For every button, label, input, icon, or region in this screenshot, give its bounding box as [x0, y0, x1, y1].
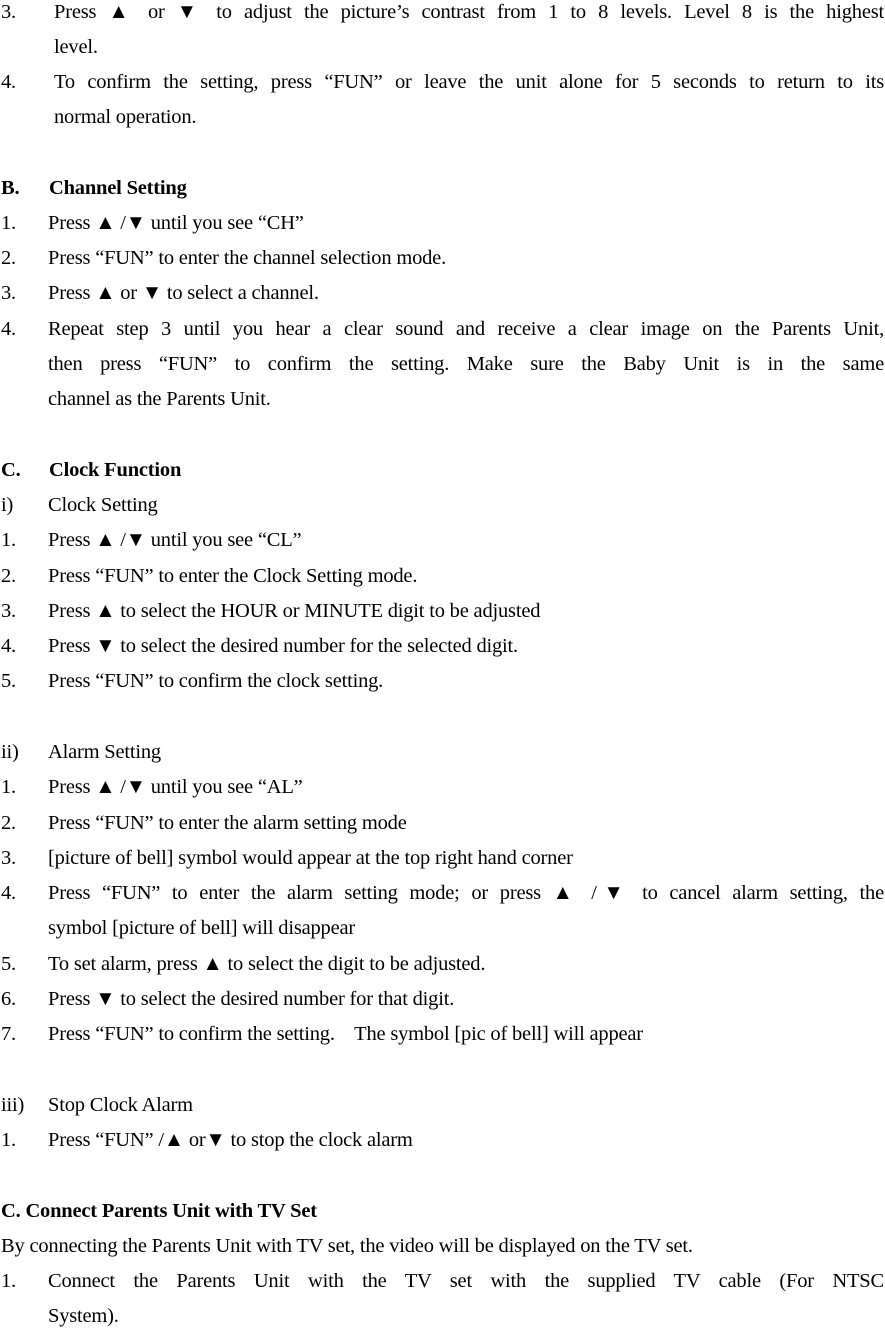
item-text: To confirm the setting, press “FUN” or leave the unit alone for 5 seconds to return to its — [54, 71, 884, 93]
section-title: Clock Function — [49, 459, 182, 481]
list-item — [0, 881, 885, 905]
list-item — [0, 211, 885, 235]
item-number: 1. — [1, 529, 16, 551]
item-number: 3. — [1, 600, 16, 622]
item-number: 2. — [1, 565, 16, 587]
item-number: 2. — [1, 247, 16, 269]
item-number: 4. — [1, 635, 16, 657]
paragraph-text: By connecting the Parents Unit with TV set, the video will be displayed on the TV set. — [1, 1235, 693, 1257]
list-item-continuation — [0, 916, 885, 940]
item-number: 4. — [1, 71, 16, 93]
item-text: Press ▼ to select the desired number for that digit. — [48, 988, 455, 1010]
item-text: symbol [picture of bell] will disappear — [48, 917, 356, 939]
list-item — [0, 669, 885, 693]
item-text: Press “FUN” to enter the Clock Setting mode. — [48, 565, 418, 587]
item-text: Press ▲ to select the HOUR or MINUTE digit to be adjusted — [48, 600, 541, 622]
item-number: 4. — [1, 882, 16, 904]
item-text: Press ▲ or ▼ to select a channel. — [48, 282, 319, 304]
subsection-heading — [0, 1093, 885, 1117]
list-item — [0, 70, 885, 94]
list-item — [0, 634, 885, 658]
section-heading — [0, 1199, 885, 1223]
subsection-number: iii) — [1, 1094, 25, 1116]
item-text: Press “FUN” to enter the channel selection mode. — [48, 247, 446, 269]
list-item — [0, 775, 885, 799]
item-text: Press “FUN” to confirm the clock setting. — [48, 670, 384, 692]
list-item — [0, 811, 885, 835]
list-item — [0, 987, 885, 1011]
item-text: normal operation. — [54, 106, 197, 128]
subsection-title: Alarm Setting — [48, 741, 161, 763]
section-heading — [0, 176, 885, 200]
list-item — [0, 246, 885, 270]
subsection-title: Stop Clock Alarm — [48, 1094, 193, 1116]
list-item — [0, 281, 885, 305]
item-number: 3. — [1, 1, 16, 23]
item-number: 7. — [1, 1023, 16, 1045]
item-text: Press ▼ to select the desired number for the selected digit. — [48, 635, 518, 657]
item-number: 5. — [1, 953, 16, 975]
list-item — [0, 528, 885, 552]
item-number: 6. — [1, 988, 16, 1010]
item-text: Press ▲ /▼ until you see “CL” — [48, 529, 302, 551]
item-number: 1. — [1, 212, 16, 234]
item-text: Press “FUN” to enter the alarm setting mode — [48, 812, 407, 834]
list-item-continuation — [0, 1304, 885, 1328]
item-text: [picture of bell] symbol would appear at the top right hand corner — [48, 847, 573, 869]
list-item — [0, 599, 885, 623]
list-item-continuation — [0, 352, 885, 376]
item-text: System). — [48, 1305, 119, 1327]
list-item — [0, 1269, 885, 1293]
item-text: Press “FUN” to confirm the setting. The symbol [pic of bell] will appear — [48, 1023, 643, 1045]
section-heading — [0, 458, 885, 482]
item-text: Press ▲ or ▼ to adjust the picture’s contrast from 1 to 8 levels. Level 8 is the highest — [54, 1, 884, 23]
item-number: 1. — [1, 1129, 16, 1151]
item-number: 3. — [1, 847, 16, 869]
list-item — [0, 952, 885, 976]
list-item — [0, 1022, 885, 1046]
list-item — [0, 846, 885, 870]
list-item — [0, 317, 885, 341]
item-text: level. — [54, 36, 98, 58]
section-title: C. Connect Parents Unit with TV Set — [1, 1200, 317, 1222]
item-number: 1. — [1, 776, 16, 798]
paragraph — [0, 1234, 885, 1258]
subsection-heading — [0, 493, 885, 517]
item-number: 2. — [1, 812, 16, 834]
subsection-number: i) — [1, 494, 14, 516]
item-text: channel as the Parents Unit. — [48, 388, 271, 410]
list-item — [0, 0, 885, 24]
list-item-continuation — [0, 105, 885, 129]
section-letter: C. — [1, 459, 21, 481]
item-text: Press ▲ /▼ until you see “CH” — [48, 212, 304, 234]
list-item-continuation — [0, 387, 885, 411]
item-text: Press ▲ /▼ until you see “AL” — [48, 776, 303, 798]
item-text: Repeat step 3 until you hear a clear sound and receive a clear image on the Parents Unit, — [48, 318, 884, 340]
item-text: Connect the Parents Unit with the TV set with the supplied TV cable (For NTSC — [48, 1270, 884, 1292]
list-item — [0, 564, 885, 588]
section-letter: B. — [1, 177, 20, 199]
item-text: then press “FUN” to confirm the setting. Make sure the Baby Unit is in the same — [48, 353, 884, 375]
list-item-continuation — [0, 35, 885, 59]
item-text: To set alarm, press ▲ to select the digit to be adjusted. — [48, 953, 486, 975]
item-number: 1. — [1, 1270, 16, 1292]
list-item — [0, 1128, 885, 1152]
item-number: 5. — [1, 670, 16, 692]
item-number: 3. — [1, 282, 16, 304]
section-title: Channel Setting — [49, 177, 187, 199]
item-number: 4. — [1, 318, 16, 340]
subsection-heading — [0, 740, 885, 764]
subsection-title: Clock Setting — [48, 494, 158, 516]
subsection-number: ii) — [1, 741, 19, 763]
item-text: Press “FUN” /▲ or▼ to stop the clock alarm — [48, 1129, 413, 1151]
item-text: Press “FUN” to enter the alarm setting mode; or press ▲ /▼ to cancel alarm setting, the — [48, 882, 884, 904]
